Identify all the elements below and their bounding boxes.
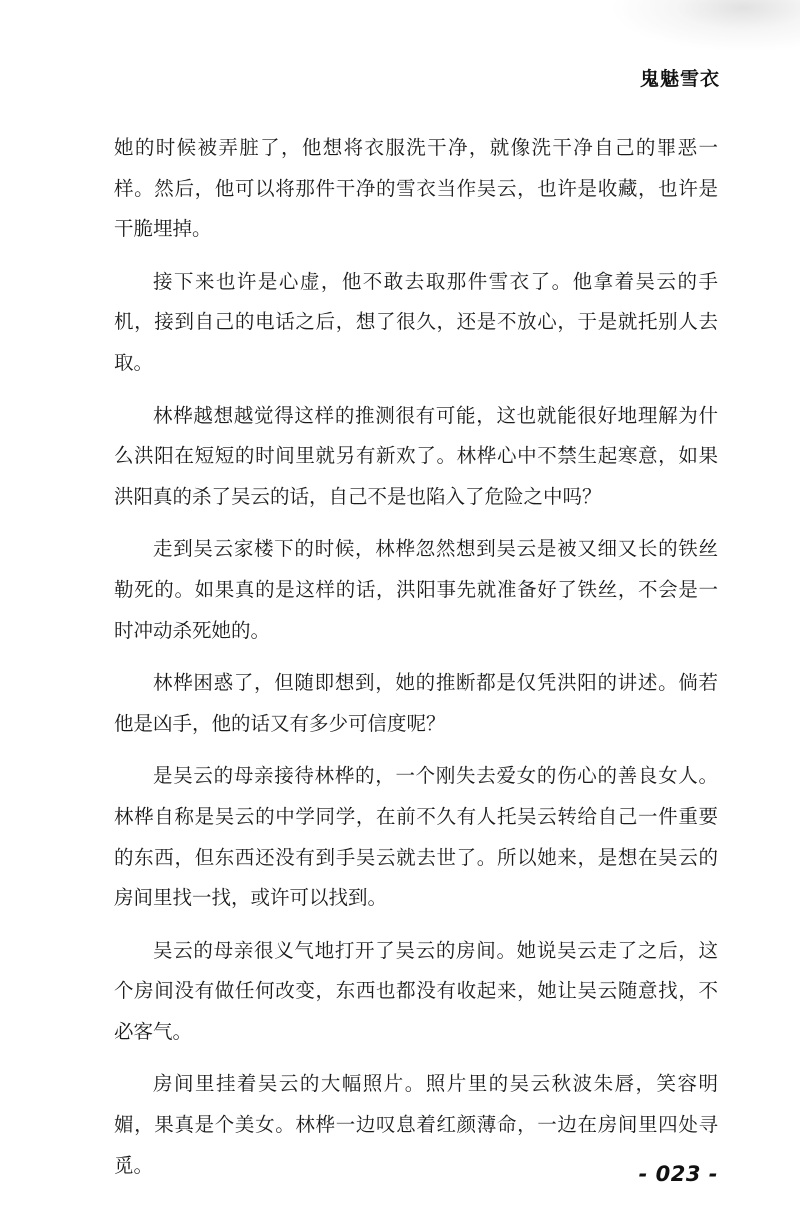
paragraph: 林桦越想越觉得这样的推测很有可能，这也就能很好地理解为什么洪阳在短短的时间里就另有新欢了。林桦心中不禁生起寒意，如果洪阳真的杀了吴云的话，自己不是也陷入了危险之中吗？	[114, 403, 718, 508]
scan-artifact	[610, 0, 800, 52]
paragraph: 林桦困惑了，但随即想到，她的推断都是仅凭洪阳的讲述。倘若他是凶手，他的话又有多少可信度呢？	[114, 671, 718, 735]
page-number: - 023 -	[638, 1162, 718, 1186]
paragraph: 吴云的母亲很义气地打开了吴云的房间。她说吴云走了之后，这个房间没有做任何改变，东西也都没有收起来，她让吴云随意找，不必客气。	[114, 938, 718, 1043]
paragraph: 是吴云的母亲接待林桦的，一个刚失去爱女的伤心的善良女人。林桦自称是吴云的中学同学，在前不久有人托吴云转给自己一件重要的东西，但东西还没有到手吴云就去世了。所以她来，是想在吴云的房间里找一找，或许可以找到。	[114, 764, 718, 910]
paragraph: 走到吴云家楼下的时候，林桦忽然想到吴云是被又细又长的铁丝勒死的。如果真的是这样的话，洪阳事先就准备好了铁丝，不会是一时冲动杀死她的。	[114, 537, 718, 642]
paragraph: 房间里挂着吴云的大幅照片。照片里的吴云秋波朱唇，笑容明媚，果真是个美女。林桦一边叹息着红颜薄命，一边在房间里四处寻觅。	[114, 1072, 718, 1177]
paragraph-continued: 她的时候被弄脏了，他想将衣服洗干净，就像洗干净自己的罪恶一样。然后，他可以将那件干净的雪衣当作吴云，也许是收藏，也许是干脆埋掉。	[114, 136, 718, 241]
running-title: 鬼魅雪衣	[639, 68, 720, 90]
paragraph: 接下来也许是心虚，他不敢去取那件雪衣了。他拿着吴云的手机，接到自己的电话之后，想了很久，还是不放心，于是就托别人去取。	[114, 269, 718, 374]
body-text	[114, 128, 718, 1198]
